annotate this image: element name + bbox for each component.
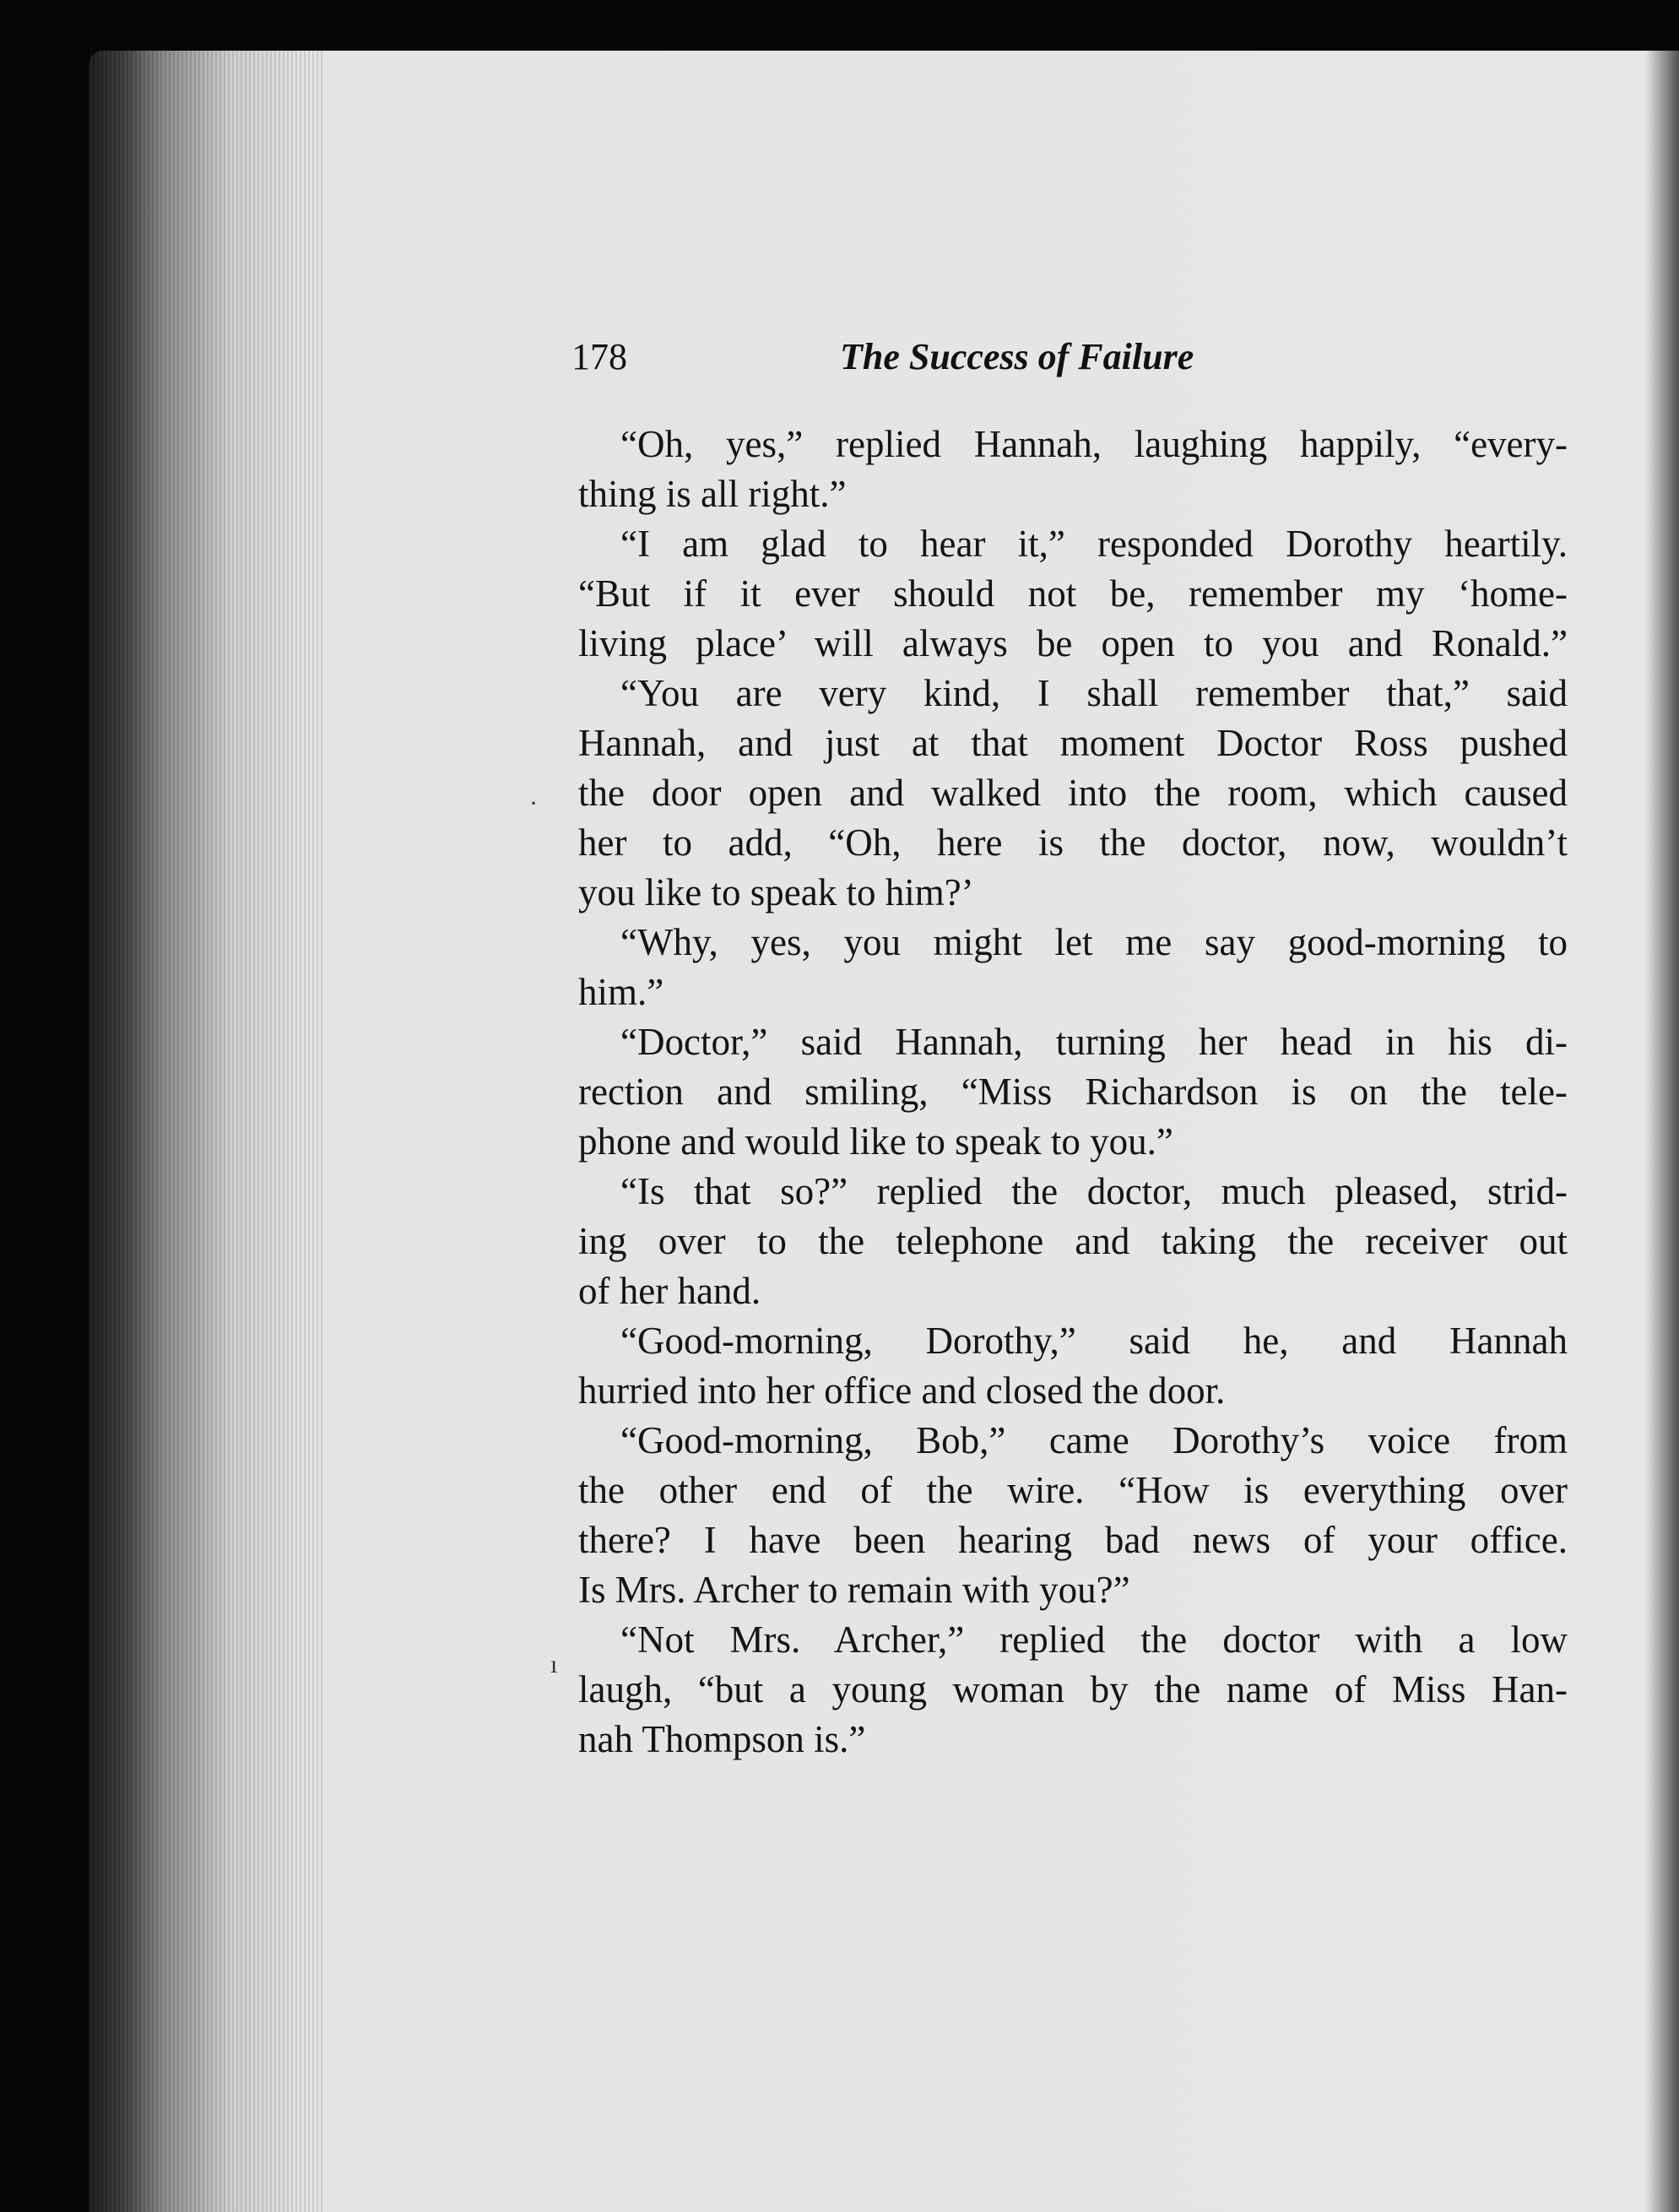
margin-dot: · [529,789,538,817]
text-line: nah Thompson is.” [578,1718,866,1760]
text-line: rection and smiling, “Miss Richardson is on the tele- [578,1071,1568,1113]
page-number: 178 [571,336,627,377]
text-line: phone and would like to speak to you.” [578,1120,1173,1163]
text-line: “Doctor,” said Hannah, turning her head in his di- [620,1021,1568,1063]
text-line: “Is that so?” replied the doctor, much pleased, strid- [620,1170,1568,1212]
text-line: ing over to the telephone and taking the receiver out [578,1220,1568,1262]
text-line: the door open and walked into the room, which caused [578,772,1568,814]
text-line: “I am glad to hear it,” responded Dorothy heartily. [620,523,1568,565]
text-line: “Good-morning, Dorothy,” said he, and Hannah [620,1320,1568,1362]
text-line: “Why, yes, you might let me say good-morning to [620,921,1568,963]
text-line: “Good-morning, Bob,” came Dorothy’s voice from [620,1419,1568,1461]
text-line: “Oh, yes,” replied Hannah, laughing happily, “every- [620,423,1568,465]
page-body-text [578,420,1568,1765]
page-gutter-edge [89,51,325,2212]
text-line: hurried into her office and closed the door. [578,1369,1226,1412]
page-header [571,328,1568,387]
text-line: “Not Mrs. Archer,” replied the doctor with a low [620,1618,1568,1661]
text-line: living place’ will always be open to you and Ronald.” [578,622,1568,664]
text-line: the other end of the wire. “How is everything over [578,1469,1568,1511]
text-line: laugh, “but a young woman by the name of Miss Han- [578,1668,1568,1711]
text-line: thing is all right.” [578,473,847,515]
margin-tick: ı [550,1651,558,1678]
text-line: Hannah, and just at that moment Doctor Ross pushed [578,722,1568,764]
running-title: The Success of Failure [840,336,1194,377]
text-line: him.” [578,971,664,1013]
page-right-shadow [1645,51,1679,2212]
text-line: there? I have been hearing bad news of your office. [578,1519,1568,1561]
text-line: of her hand. [578,1270,761,1312]
text-line: “You are very kind, I shall remember that,” said [620,672,1568,714]
text-line: her to add, “Oh, here is the doctor, now, wouldn’t [578,821,1568,864]
text-line: “But if it ever should not be, remember my ‘home- [578,572,1568,615]
text-line: you like to speak to him?’ [578,871,974,914]
text-line: Is Mrs. Archer to remain with you?” [578,1569,1130,1611]
